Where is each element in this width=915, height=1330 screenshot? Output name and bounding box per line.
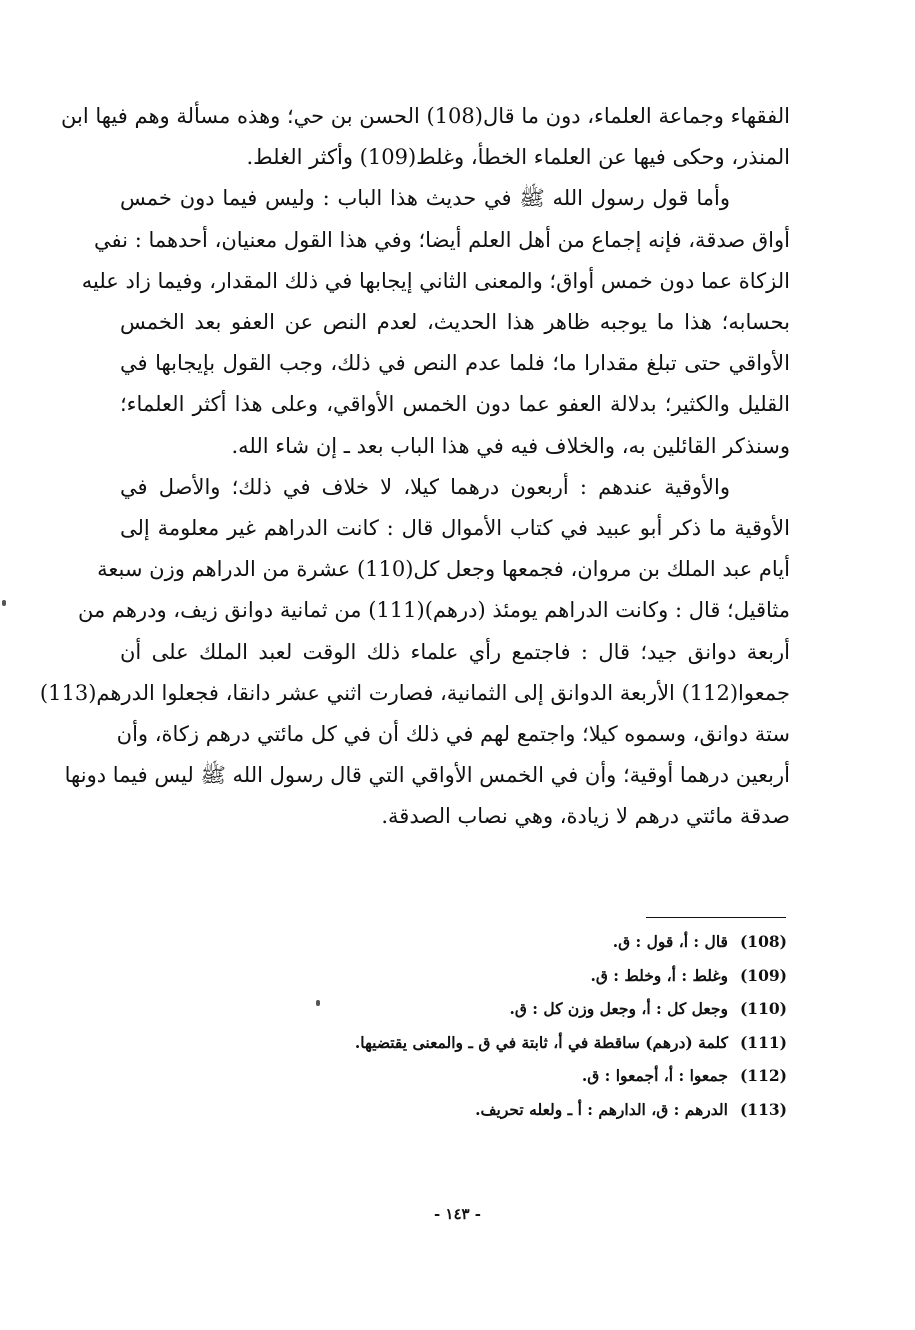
footnote-item <box>187 1059 787 1093</box>
text-line: المنذر، وحكى فيها عن العلماء الخطأ، وغلط(109) وأكثر الغلط. <box>246 145 790 170</box>
text-line: القليل والكثير؛ بدلالة العفو عما دون الخمس الأواقي، وعلى هذا أكثر العلماء؛ <box>120 392 790 417</box>
footnote-text: قال : أ، قول : ق. <box>612 932 728 951</box>
footnote-number: (109) <box>739 965 787 985</box>
footnote-text: كلمة (درهم) ساقطة في أ، ثابتة في ق ـ والمعنى يقتضيها. <box>354 1032 728 1052</box>
text-line: الفقهاء وجماعة العلماء، دون ما قال(108) الحسن بن حي؛ وهذه مسألة وهم فيها ابن <box>61 104 790 128</box>
text-line: أربعة دوانق جيد؛ قال : فاجتمع رأي علماء ذلك الوقت لعبد الملك على أن <box>120 639 790 664</box>
text-line: أواق صدقة، فإنه إجماع من أهل العلم أيضا؛ وفي هذا القول معنيان، أحدهما : نفي <box>94 227 790 252</box>
footnote-text: الدرهم : ق، الدارهم : أ ـ ولعله تحريف. <box>475 1099 728 1119</box>
text-line: الأوقية ما ذكر أبو عبيد في كتاب الأموال قال : كانت الدراهم غير معلومة إلى <box>120 516 790 541</box>
footnotes <box>187 925 787 1126</box>
page-number: - ١٤٣ - <box>433 1205 482 1223</box>
footnote-item <box>187 1026 787 1060</box>
footnote-divider <box>646 917 786 918</box>
footnote-item <box>187 992 787 1026</box>
footnote-item <box>187 1093 787 1127</box>
footnote-number: (108) <box>739 932 787 951</box>
paragraph-3 <box>39 467 790 838</box>
footnote-number: (113) <box>739 1099 787 1119</box>
paragraph-2 <box>81 178 790 466</box>
text-line: أيام عبد الملك بن مروان، فجمعها وجعل كل(110) عشرة من الدراهم وزن سبعة <box>97 557 790 582</box>
text-line: وسنذكر القائلين به، والخلاف فيه في هذا الباب بعد ـ إن شاء الله. <box>231 433 790 458</box>
text-line: أربعين درهما أوقية؛ وأن في الخمس الأواقي التي قال رسول الله ﷺ ليس فيما دونها <box>64 763 790 788</box>
scan-speck <box>2 600 6 606</box>
text-line: الأواقي حتى تبلغ مقدارا ما؛ فلما عدم النص في ذلك، وجب القول بإيجابها في <box>120 351 790 376</box>
paragraph-1 <box>61 96 790 178</box>
footnote-number: (112) <box>739 1066 787 1085</box>
text-line: صدقة مائتي درهم لا زيادة، وهي نصاب الصدقة. <box>381 804 790 829</box>
text-line: والأوقية عندهم : أربعون درهما كيلا، لا خلاف في ذلك؛ والأصل في <box>120 474 730 499</box>
text-line: جمعوا(112) الأربعة الدوانق إلى الثمانية، فصارت اثني عشر دانقا، فجعلوا الدرهم(113) <box>39 680 790 705</box>
text-line: وأما قول رسول الله ﷺ في حديث هذا الباب : وليس فيما دون خمس <box>120 186 730 211</box>
footnote-item <box>187 925 787 959</box>
footnote-text: وغلط : أ، وخلط : ق. <box>590 965 728 985</box>
footnote-number: (110) <box>739 999 787 1018</box>
footnote-text: جمعوا : أ، أجمعوا : ق. <box>581 1066 728 1085</box>
text-line: ستة دوانق، وسموه كيلا؛ واجتمع لهم في ذلك أن في كل مائتي درهم زكاة، وأن <box>116 722 790 747</box>
text-line: بحسابه؛ هذا ما يوجبه ظاهر هذا الحديث، لعدم النص عن العفو بعد الخمس <box>120 310 790 335</box>
text-line: مثاقيل؛ قال : وكانت الدراهم يومئذ (درهم)(111) من ثمانية دوانق زيف، ودرهم من <box>78 598 790 623</box>
footnote-text: وجعل كل : أ، وجعل وزن كل : ق. <box>509 999 728 1018</box>
scan-speck <box>316 1000 320 1006</box>
footnote-number: (111) <box>739 1032 787 1052</box>
main-text <box>39 96 790 838</box>
footnote-item <box>187 959 787 993</box>
text-line: الزكاة عما دون خمس أواق؛ والمعنى الثاني إيجابها في ذلك المقدار، وفيما زاد عليه <box>81 268 790 293</box>
